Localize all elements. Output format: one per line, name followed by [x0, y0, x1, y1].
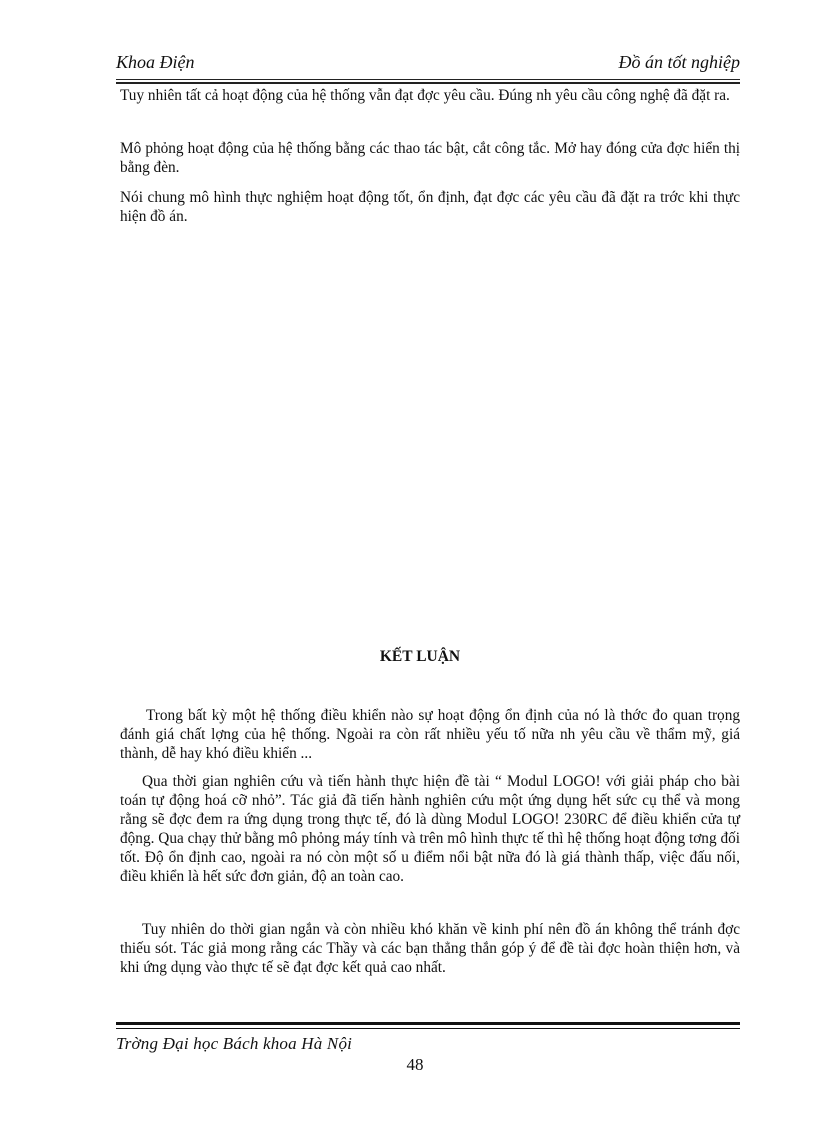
conclusion-paragraph: Qua thời gian nghiên cứu và tiến hành thực hiện đề tài “ Modul LOGO! với giải pháp cho bài toán tự động hoá cỡ nhỏ”. Tác giả đã tiến hành nghiên cứu một ứng dụng hết sức cụ thể và mong rằng sẽ đợc đem ra ứng dụng trong thực tế, đó là dùng Modul LOGO! 230RC để điều khiển cửa tự động. Qua chạy thử bằng mô phỏng máy tính và trên mô hình thực tế thì hệ thống hoạt động tơng đối tốt. Độ ổn định cao, ngoài ra nó còn một số u điểm nổi bật nữa đó là giá thành thấp, việc đấu nối, điều khiển là hết sức đơn giản, độ an toàn cao. — [120, 773, 740, 885]
paragraph: Tuy nhiên tất cả hoạt động của hệ thống vẫn đạt đợc yêu cầu. Đúng nh yêu cầu công nghệ đã đặt ra. — [120, 87, 730, 104]
page-header — [116, 52, 740, 78]
paragraph: Nói chung mô hình thực nghiệm hoạt động tốt, ổn định, đạt đợc các yêu cầu đã đặt ra trớc khi thực hiện đồ án. — [120, 189, 740, 225]
conclusion-paragraph: Trong bất kỳ một hệ thống điều khiển nào sự hoạt động ổn định của nó là thớc đo quan trọng đánh giá chất lợng của hệ thống. Ngoài ra còn rất nhiều yếu tố nữa nh yêu cầu về thẩm mỹ, giá thành, dễ hay khó điều khiển ... — [120, 707, 740, 762]
page-number: 48 — [406, 1055, 424, 1074]
conclusion-heading: KẾT LUẬN — [379, 648, 461, 665]
footer-school-name: Trờng Đại học Bách khoa Hà Nội — [116, 1034, 353, 1053]
header-document-type: Đồ án tốt nghiệp — [618, 52, 740, 72]
paragraph: Mô phỏng hoạt động của hệ thống bằng các thao tác bật, cắt công tắc. Mở hay đóng cửa đợc hiển thị bằng đèn. — [120, 140, 740, 176]
header-faculty: Khoa Điện — [116, 52, 195, 72]
footer-rule-thin — [116, 1028, 740, 1029]
header-rule — [116, 79, 740, 84]
conclusion-paragraph: Tuy nhiên do thời gian ngắn và còn nhiều khó khăn về kinh phí nên đồ án không thể tránh đợc thiếu sót. Tác giả mong rằng các Thầy và các bạn thẳng thắn góp ý để đề tài đợc hoàn thiện hơn, và khi ứng dụng vào thực tế sẽ đạt đợc kết quả cao nhất. — [120, 921, 740, 976]
